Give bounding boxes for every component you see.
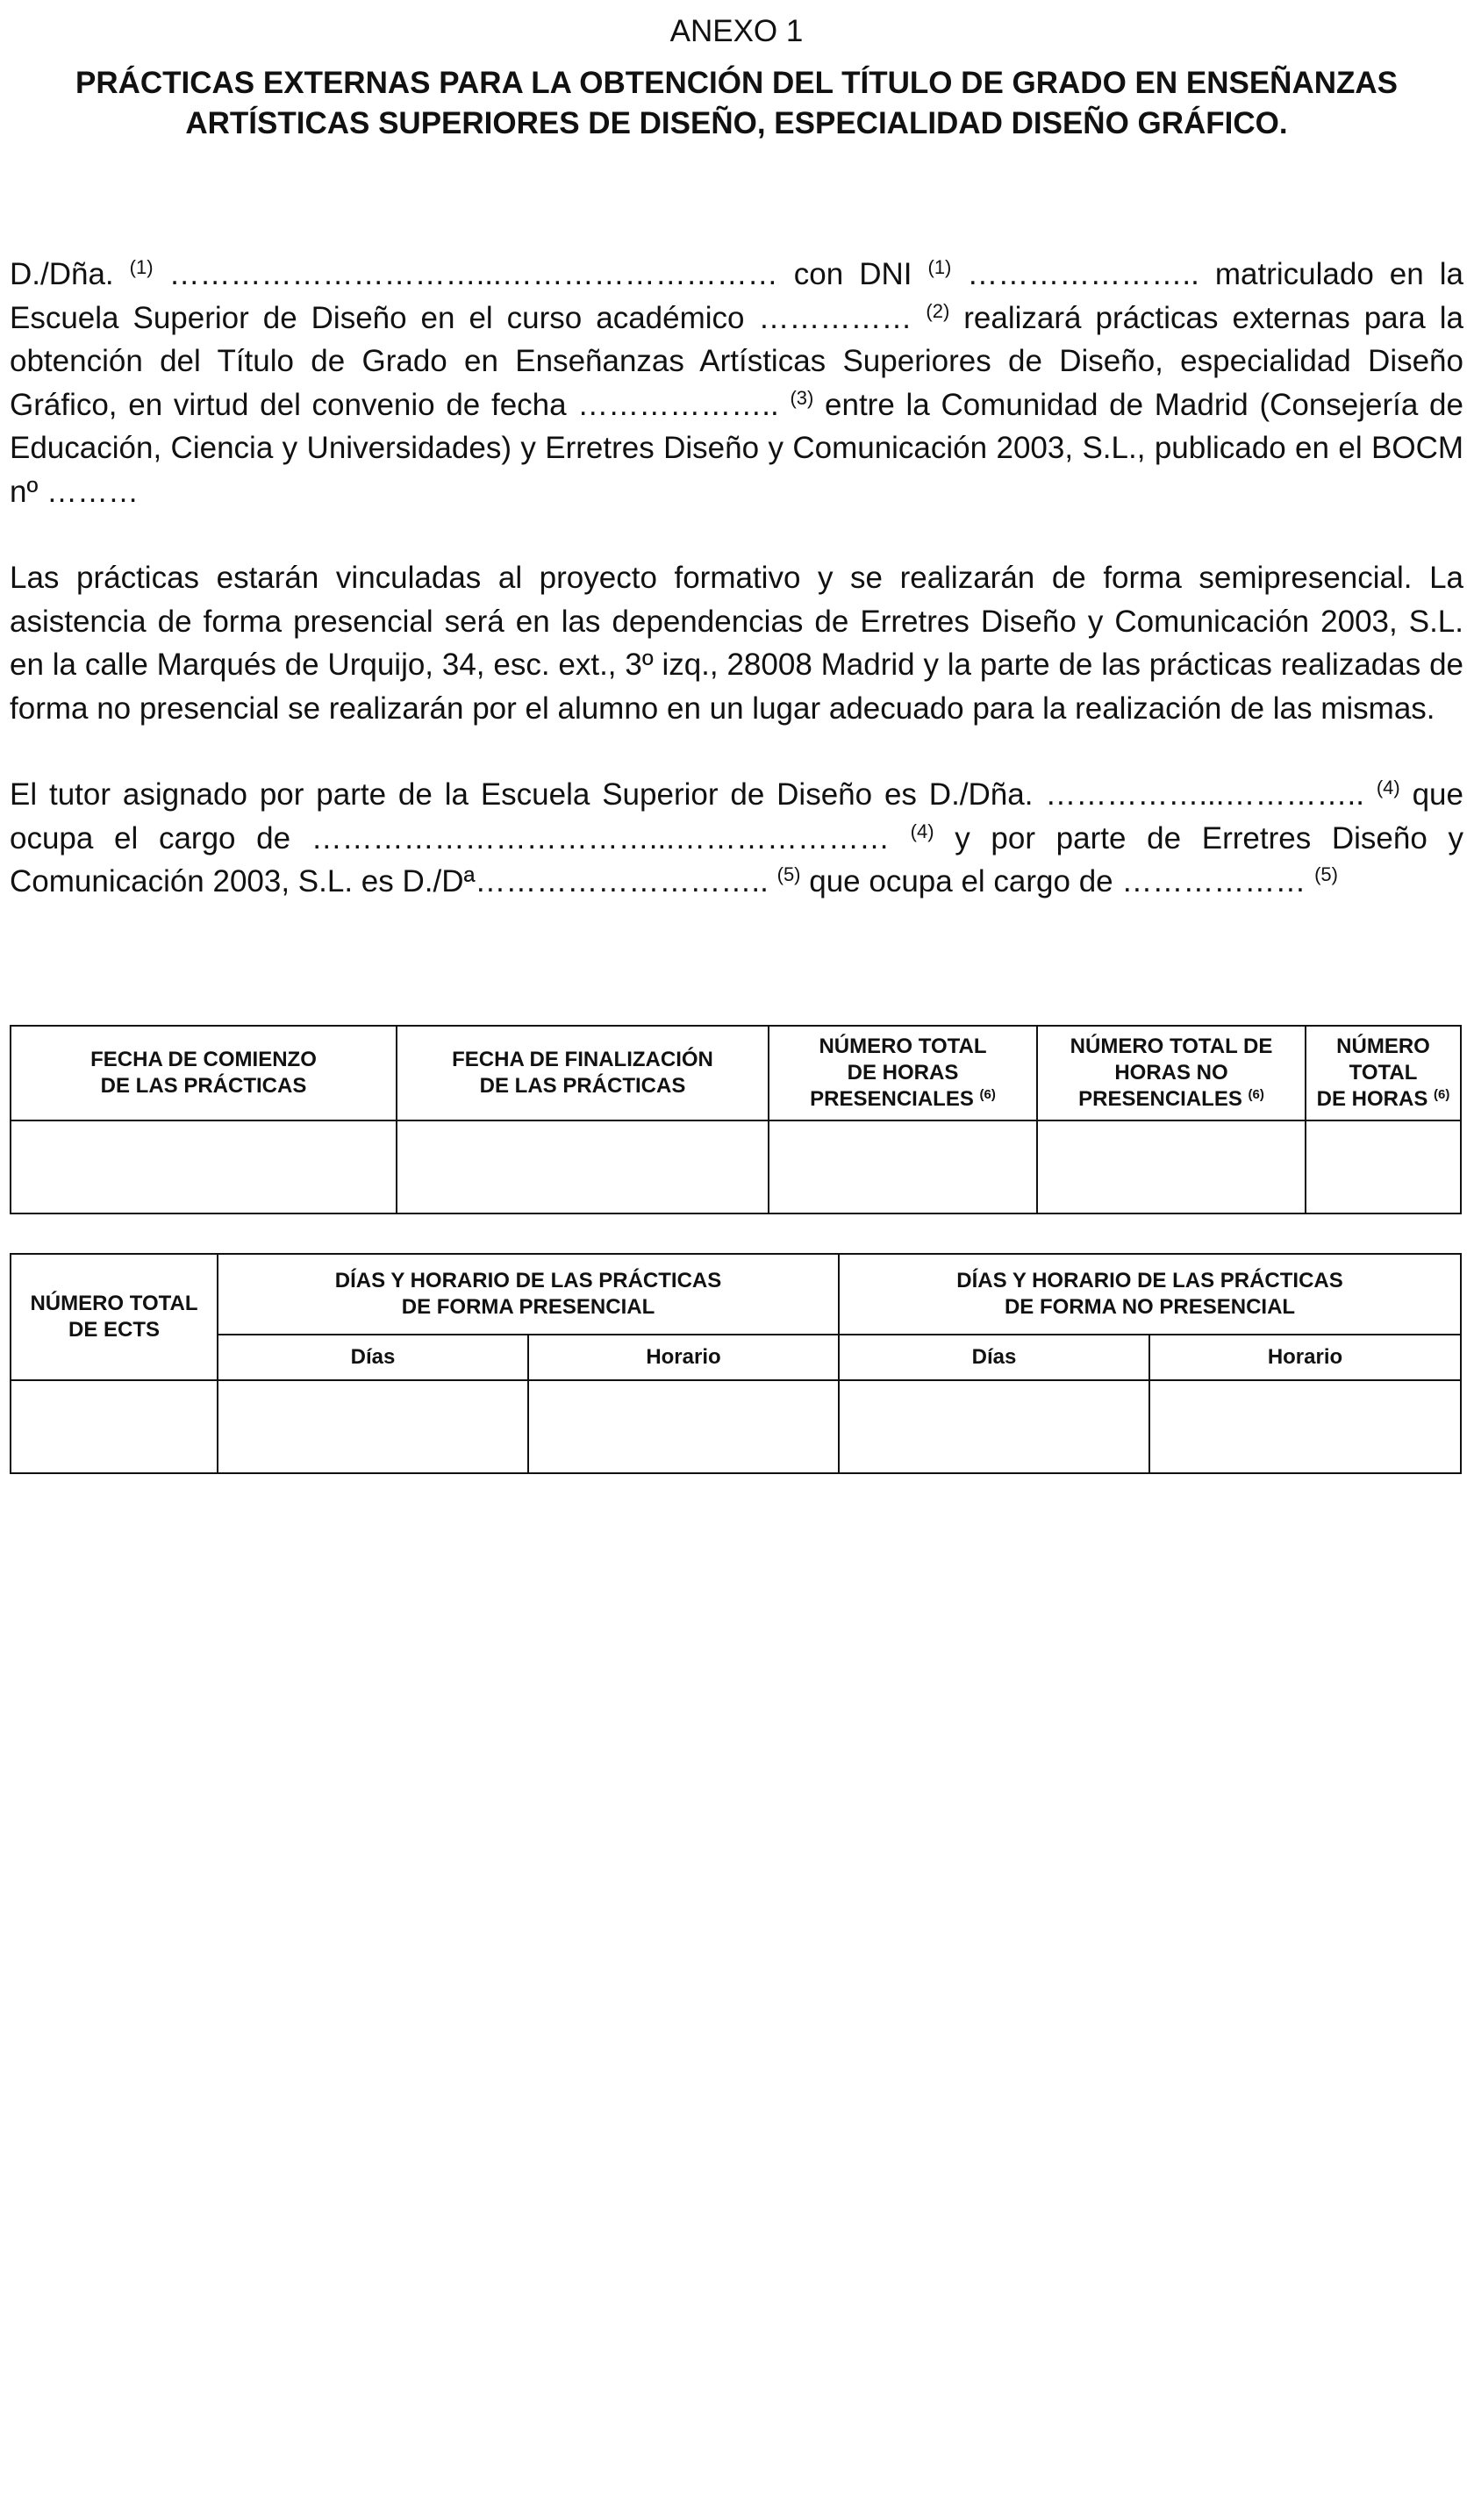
text-segment: El tutor asignado por parte de la Escuela Superior de Diseño es D./Dña. ……………...…………..	[10, 777, 1364, 812]
annex-label: ANEXO 1	[669, 14, 804, 48]
footnote-ref: (6)	[979, 1087, 996, 1102]
paragraph-student	[10, 253, 1463, 513]
table-subheader-row	[11, 1335, 1461, 1380]
header-text: NÚMERO TOTAL DE HORAS PRESENCIALES	[810, 1034, 987, 1111]
schedule-table	[10, 1253, 1462, 1474]
text-segment: realizará prácticas externas para la obtención del Título de Grado en Enseñanzas Artísticas Superiores de Diseño, especialidad Diseño Gráfico, en virtud del convenio de fecha ………………..	[10, 300, 1463, 422]
total-hours-header	[1306, 1026, 1461, 1120]
header-text: NÚMERO TOTAL DE HORAS	[1316, 1034, 1430, 1111]
footnote-ref: (1)	[927, 256, 952, 278]
in-person-days-header: Días	[218, 1335, 528, 1380]
in-person-time-header: Horario	[528, 1335, 839, 1380]
in-person-hours-header	[769, 1026, 1037, 1120]
remote-schedule-header: DÍAS Y HORARIO DE LAS PRÁCTICAS DE FORMA NO PRESENCIAL	[839, 1254, 1461, 1335]
footnote-ref: (4)	[1376, 777, 1400, 798]
end-date-cell[interactable]	[397, 1120, 769, 1213]
footnote-ref: (3)	[790, 386, 814, 409]
total-hours-cell[interactable]	[1306, 1120, 1461, 1213]
table-row	[11, 1120, 1461, 1213]
text-segment: D./Dña.	[10, 257, 114, 291]
paragraph-practices: Las prácticas estarán vinculadas al proyecto formativo y se realizarán de forma semipresencial. La asistencia de forma presencial será en las dependencias de Erretres Diseño y Comunicación 2003, S.L. en la calle Marqués de Urquijo, 34, esc. ext., 3º izq., 28008 Madrid y la parte de las prácticas realizadas de forma no presencial se realizarán por el alumno en un lugar adecuado para la realización de las mismas.	[10, 561, 1463, 726]
document-title	[10, 63, 1463, 144]
text-segment: ………………….. matriculado en la Escuela Superior de Diseño en el curso académico ……………	[10, 257, 1463, 335]
remote-time-header: Horario	[1149, 1335, 1461, 1380]
paragraph-tutors	[10, 773, 1463, 904]
footnote-ref: (2)	[926, 299, 950, 322]
end-date-header: FECHA DE FINALIZACIÓN DE LAS PRÁCTICAS	[397, 1026, 769, 1120]
ects-cell[interactable]	[11, 1380, 218, 1473]
ects-header: NÚMERO TOTAL DE ECTS	[11, 1254, 218, 1380]
dates-hours-table	[10, 1025, 1462, 1214]
document-page	[10, 0, 1463, 1369]
in-person-days-cell[interactable]	[218, 1380, 528, 1473]
start-date-header: FECHA DE COMIENZO DE LAS PRÁCTICAS	[11, 1026, 397, 1120]
text-segment: entre la Comunidad de Madrid (Consejería de Educación, Ciencia y Universidades) y Erretres Diseño y Comunicación 2003, S.L., publicado en el BOCM nº ………	[10, 387, 1463, 509]
start-date-cell[interactable]	[11, 1120, 397, 1213]
title-line-1: PRÁCTICAS EXTERNAS PARA LA OBTENCIÓN DEL TÍTULO DE GRADO EN ENSEÑANZAS	[75, 66, 1399, 100]
remote-days-header: Días	[839, 1335, 1149, 1380]
in-person-hours-cell[interactable]	[769, 1120, 1037, 1213]
text-segment: que ocupa el cargo de ……………………………...…………………	[10, 777, 1463, 856]
footnote-ref: (1)	[129, 256, 154, 278]
table-header-row	[11, 1026, 1461, 1120]
remote-hours-cell[interactable]	[1037, 1120, 1306, 1213]
header-text: NÚMERO TOTAL DE HORAS NO PRESENCIALES	[1070, 1034, 1273, 1111]
title-line-2: ARTÍSTICAS SUPERIORES DE DISEÑO, ESPECIALIDAD DISEÑO GRÁFICO.	[185, 106, 1288, 140]
remote-days-cell[interactable]	[839, 1380, 1149, 1473]
remote-hours-header	[1037, 1026, 1306, 1120]
footnote-ref: (5)	[776, 863, 801, 885]
footnote-ref: (6)	[1434, 1087, 1450, 1102]
footnote-ref: (5)	[1314, 863, 1338, 885]
text-segment: que ocupa el cargo de ………………	[809, 864, 1306, 898]
table-header-row	[11, 1254, 1461, 1335]
footnote-ref: (6)	[1248, 1087, 1264, 1102]
text-segment: y por parte de Erretres Diseño y Comunicación 2003, S.L. es D./Dª………………………..	[10, 820, 1463, 898]
table-row	[11, 1380, 1461, 1473]
footnote-ref: (4)	[910, 820, 934, 842]
in-person-time-cell[interactable]	[528, 1380, 839, 1473]
remote-time-cell[interactable]	[1149, 1380, 1461, 1473]
text-segment: …………………………...……………………… con DNI	[168, 257, 912, 291]
in-person-schedule-header: DÍAS Y HORARIO DE LAS PRÁCTICAS DE FORMA PRESENCIAL	[218, 1254, 839, 1335]
